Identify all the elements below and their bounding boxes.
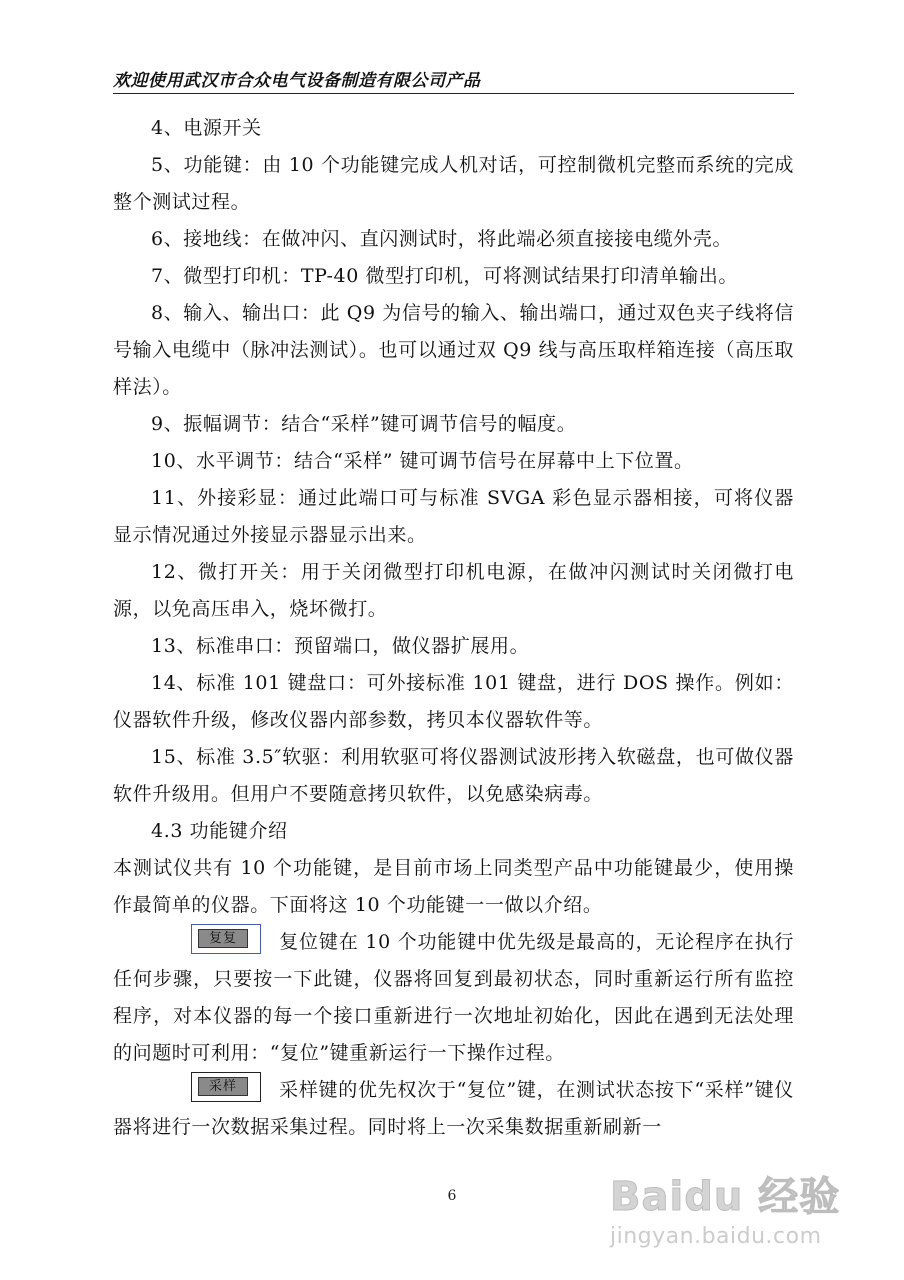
- item-10: 10、水平调节：结合“采样” 键可调节信号在屏幕中上下位置。: [151, 450, 694, 472]
- key-description-sample: [113, 1072, 794, 1146]
- reset-key-image: [191, 924, 261, 954]
- key-description-reset: [113, 924, 794, 1072]
- reset-key-text: 复位键在 10 个功能键中优先级是最高的，无论程序在执行任何步骤，只要按一下此键，仪器将回复到最初状态，同时重新运行所有监控程序，对本仪器的每一个接口重新进行一次地址初始化，因此在遇到无法处理的问题时可利用：“复位”键重新运行一下操作过程。: [113, 931, 794, 1064]
- item-6: 6、接地线：在做冲闪、直闪测试时，将此端必须直接接电缆外壳。: [151, 228, 733, 250]
- item-8: 8、输入、输出口：此 Q9 为信号的输入、输出端口，通过双色夹子线将信号输入电缆中（脉冲法测试）。也可以通过双 Q9 线与高压取样箱连接（高压取样法）。: [113, 302, 794, 398]
- item-12: 12、微打开关：用于关闭微型打印机电源，在做冲闪测试时关闭微打电源，以免高压串入，烧坏微打。: [113, 561, 794, 620]
- section-intro: 本测试仪共有 10 个功能键，是目前市场上同类型产品中功能键最少，使用操作最简单的仪器。下面将这 10 个功能键一一做以介绍。: [113, 857, 794, 916]
- item-15: 15、标准 3.5″软驱：利用软驱可将仪器测试波形拷入软磁盘，也可做仪器软件升级用。但用户不要随意拷贝软件，以免感染病毒。: [113, 746, 794, 805]
- document-body: [113, 110, 794, 1146]
- item-14: 14、标准 101 键盘口：可外接标准 101 键盘，进行 DOS 操作。例如：仪器软件升级，修改仪器内部参数，拷贝本仪器软件等。: [113, 672, 794, 731]
- item-4: 4、电源开关: [151, 117, 262, 139]
- item-11: 11、外接彩显：通过此端口可与标准 SVGA 彩色显示器相接，可将仪器显示情况通过外接显示器显示出来。: [113, 487, 794, 546]
- sample-key-label: 采样: [198, 1077, 248, 1096]
- sample-key-image: [191, 1072, 261, 1102]
- item-7: 7、微型打印机：TP-40 微型打印机，可将测试结果打印清单输出。: [151, 265, 738, 287]
- watermark: [610, 1165, 880, 1265]
- page-header: 欢迎使用武汉市合众电气设备制造有限公司产品: [113, 71, 481, 91]
- header-divider: [113, 93, 794, 94]
- watermark-logo: Baidu 经验: [610, 1174, 841, 1220]
- page-number: 6: [447, 1188, 457, 1204]
- sample-key-text: 采样键的优先权次于“复位”键，在测试状态按下“采样”键仪器将进行一次数据采集过程。同时将上一次采集数据重新刷新一: [113, 1079, 794, 1138]
- reset-key-label: 复复: [198, 929, 248, 948]
- watermark-url: jingyan.baidu.com: [610, 1224, 822, 1249]
- item-13: 13、标准串口：预留端口，做仪器扩展用。: [151, 635, 530, 657]
- item-9: 9、振幅调节：结合“采样”键可调节信号的幅度。: [151, 413, 577, 435]
- section-heading: 4.3 功能键介绍: [151, 820, 288, 842]
- item-5: 5、功能键：由 10 个功能键完成人机对话，可控制微机完整而系统的完成整个测试过程。: [113, 154, 794, 213]
